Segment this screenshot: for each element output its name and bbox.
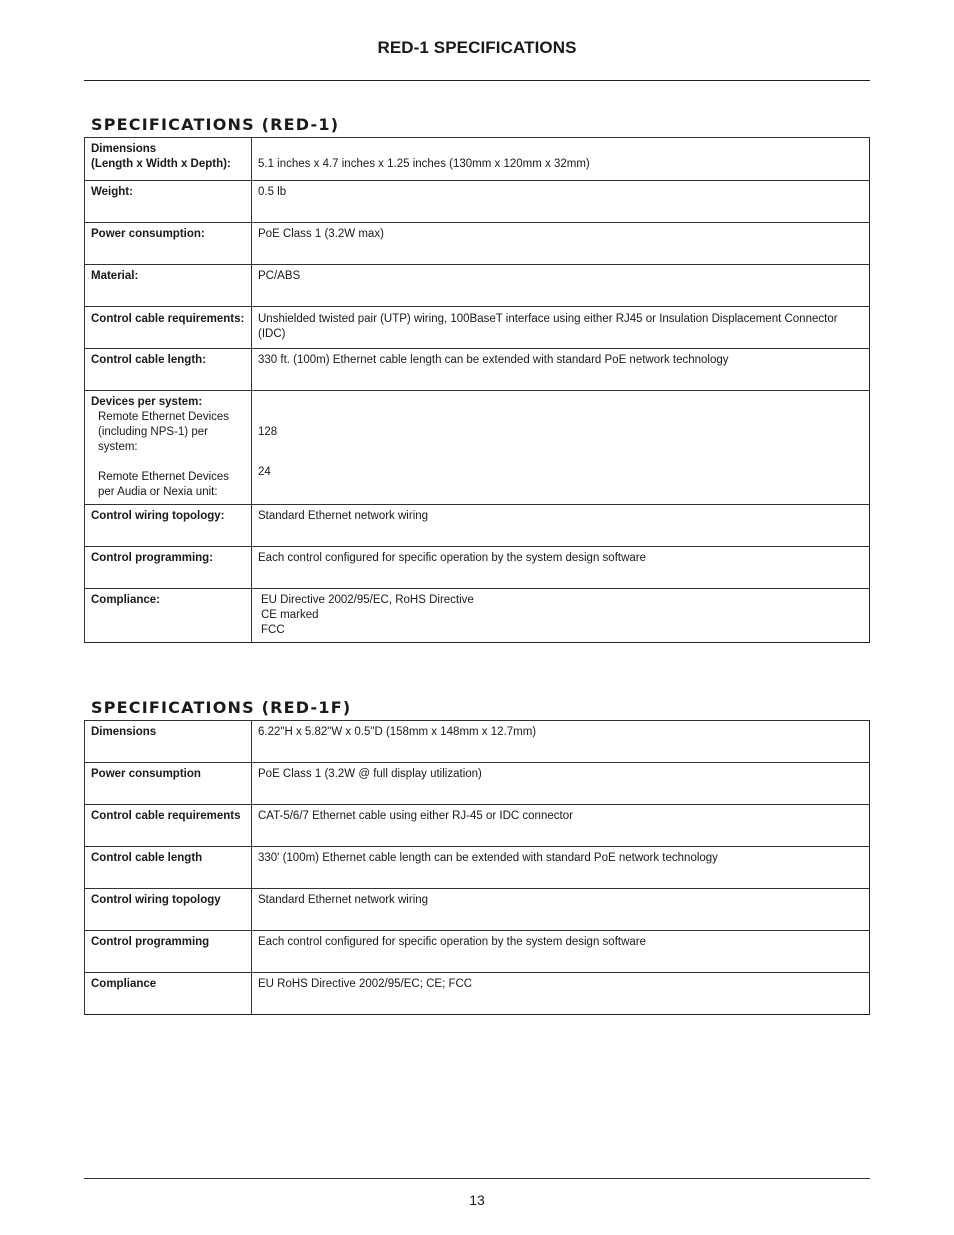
- row-value: Each control configured for specific operation by the system design software: [252, 547, 870, 589]
- row-value: 6.22"H x 5.82"W x 0.5"D (158mm x 148mm x 12.7mm): [252, 721, 870, 763]
- spec-table-red1: [84, 137, 870, 643]
- row-value: Standard Ethernet network wiring: [252, 889, 870, 931]
- table-row: [85, 547, 870, 589]
- row-value: 0.5 lb: [252, 181, 870, 223]
- section-heading-red1: SPECIFICATIONS (RED-1): [91, 115, 340, 134]
- row-value-line: FCC: [261, 624, 285, 636]
- row-label: Compliance: [85, 973, 252, 1015]
- footer-divider: [84, 1178, 870, 1179]
- row-value-line: EU Directive 2002/95/EC, RoHS Directive: [261, 594, 474, 606]
- row-value: 5.1 inches x 4.7 inches x 1.25 inches (130mm x 120mm x 32mm): [252, 138, 870, 181]
- row-value: Unshielded twisted pair (UTP) wiring, 100BaseT interface using either RJ45 or Insulation Displacement Connector (IDC): [252, 307, 870, 349]
- row-value: 330 ft. (100m) Ethernet cable length can be extended with standard PoE network technology: [252, 349, 870, 391]
- table-row: [85, 589, 870, 643]
- row-value: PC/ABS: [252, 265, 870, 307]
- row-label: Control cable length: [85, 847, 252, 889]
- table-row: [85, 505, 870, 547]
- row-label: Power consumption: [85, 763, 252, 805]
- row-value: PoE Class 1 (3.2W max): [252, 223, 870, 265]
- row-label: Compliance:: [85, 589, 252, 643]
- table-row: [85, 307, 870, 349]
- row-label: Control programming: [85, 931, 252, 973]
- row-label: Dimensions: [85, 721, 252, 763]
- row-label: Control cable requirements: [85, 805, 252, 847]
- row-value: 330' (100m) Ethernet cable length can be extended with standard PoE network technology: [252, 847, 870, 889]
- table-row: [85, 931, 870, 973]
- row-label: [85, 391, 252, 505]
- row-label: Control wiring topology:: [85, 505, 252, 547]
- row-value-line: CE marked: [261, 609, 319, 621]
- spec-table-red1f: [84, 720, 870, 1015]
- table-row: [85, 889, 870, 931]
- table-row: [85, 805, 870, 847]
- header-divider: [84, 80, 870, 81]
- row-label: Control cable requirements:: [85, 307, 252, 349]
- row-value: Each control configured for specific operation by the system design software: [252, 931, 870, 973]
- table-row: [85, 181, 870, 223]
- table-row: [85, 391, 870, 505]
- row-sublabel: Remote Ethernet Devices: [98, 471, 230, 483]
- row-label-line: (Length x Width x Depth):: [91, 158, 231, 170]
- row-label: Control programming:: [85, 547, 252, 589]
- row-value: CAT-5/6/7 Ethernet cable using either RJ-45 or IDC connector: [252, 805, 870, 847]
- row-label: Control wiring topology: [85, 889, 252, 931]
- row-value: [252, 589, 870, 643]
- row-label: Control cable length:: [85, 349, 252, 391]
- table-row: [85, 138, 870, 181]
- row-label: Material:: [85, 265, 252, 307]
- row-value: EU RoHS Directive 2002/95/EC; CE; FCC: [252, 973, 870, 1015]
- table-row: [85, 973, 870, 1015]
- row-label: Power consumption:: [85, 223, 252, 265]
- page-number: 13: [469, 1192, 485, 1208]
- row-value: [252, 391, 870, 505]
- row-sublabel: (including NPS-1) per system:: [98, 426, 208, 453]
- page-title: RED-1 SPECIFICATIONS: [377, 38, 577, 57]
- row-label: [85, 138, 252, 181]
- row-value: Standard Ethernet network wiring: [252, 505, 870, 547]
- row-value-line: 128: [258, 426, 278, 438]
- row-value-line: 24: [258, 466, 271, 478]
- table-row: [85, 349, 870, 391]
- table-row: [85, 265, 870, 307]
- section-heading-red1f: SPECIFICATIONS (RED-1F): [91, 698, 352, 717]
- table-row: [85, 223, 870, 265]
- table-row: [85, 721, 870, 763]
- row-sublabel: per Audia or Nexia unit:: [98, 486, 218, 498]
- row-sublabel: Remote Ethernet Devices: [98, 411, 230, 423]
- table-row: [85, 763, 870, 805]
- row-label-line: Dimensions: [91, 143, 157, 155]
- row-label: Weight:: [85, 181, 252, 223]
- row-label-line: Devices per system:: [91, 396, 203, 408]
- row-value: PoE Class 1 (3.2W @ full display utilization): [252, 763, 870, 805]
- table-row: [85, 847, 870, 889]
